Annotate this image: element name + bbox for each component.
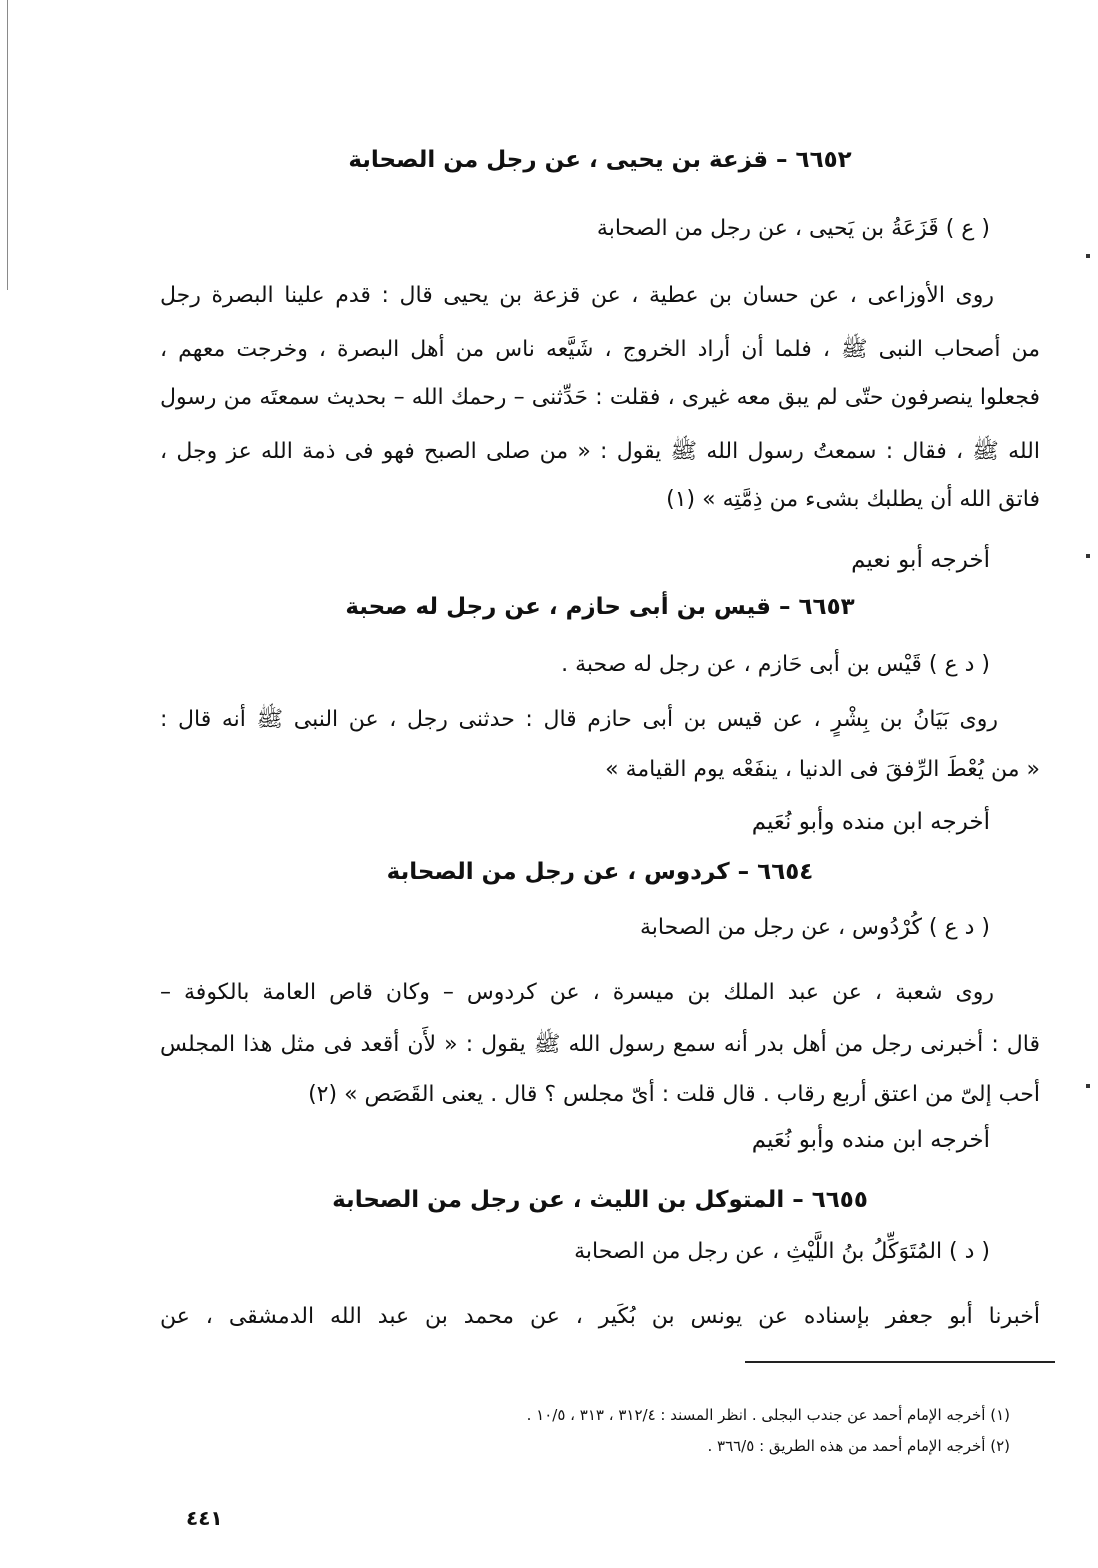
page-number: ٤٤١ <box>186 1506 223 1530</box>
footnote-rule <box>745 1361 1055 1363</box>
entry-body-line: روى الأوزاعى ، عن حسان بن عطية ، عن قزعة بن يحيى قال : قدم علينا البصرة رجل <box>160 283 994 308</box>
entry-body-line: « من يُعْطَ الرِّفقَ فى الدنيا ، ينفَعْه يوم القيامة » <box>605 757 1040 782</box>
entry-body-line: من أصحاب النبى ﷺ ، فلما أن أراد الخروج ، شَيَّعه ناس من أهل البصرة ، وخرجت معهم ، <box>160 337 1040 362</box>
margin-dot <box>1086 254 1090 258</box>
margin-dot <box>1086 1084 1090 1088</box>
entry-body-line: قال : أخبرنى رجل من أهل بدر أنه سمع رسول الله ﷺ يقول : « لأَن أقعد فى مثل هذا المجلس <box>160 1032 1040 1057</box>
entry-heading: ٦٦٥٢ – قزعة بن يحيى ، عن رجل من الصحابة <box>348 147 852 173</box>
entry-heading: ٦٦٥٤ – كردوس ، عن رجل من الصحابة <box>386 859 814 885</box>
entry-body-line: روى شعبة ، عن عبد الملك بن ميسرة ، عن كردوس – وكان قاص العامة بالكوفة – <box>160 980 994 1005</box>
entry-body-line: فاتق الله أن يطلبك بشىء من ذِمَّتِه » (١) <box>666 487 1040 512</box>
scan-edge-line <box>7 0 8 290</box>
footnote: (١) أخرجه الإمام أحمد عن جندب البجلى . انظر المسند : ٣١٢/٤ ، ٣١٣ ، ١٠/٥ . <box>526 1406 1010 1424</box>
entry-sigla: ( د ) المُتَوَكِّلُ بنُ اللَّيْثِ ، عن رجل من الصحابة <box>574 1239 990 1264</box>
entry-sigla: ( د ع ) كُرْدُوس ، عن رجل من الصحابة <box>639 915 990 940</box>
entry-body-line: أخبرنا أبو جعفر بإسناده عن يونس بن بُكَير ، عن محمد بن عبد الله الدمشقى ، عن <box>160 1304 1040 1329</box>
entry-source: أخرجه ابن منده وأبو نُعَيم <box>751 1127 990 1153</box>
entry-heading: ٦٦٥٣ – قيس بن أبى حازم ، عن رجل له صحبة <box>345 594 855 620</box>
entry-body-line: الله ﷺ ، فقال : سمعتُ رسول الله ﷺ يقول : « من صلى الصبح فهو فى ذمة الله عز وجل ، <box>160 439 1040 464</box>
entry-source: أخرجه أبو نعيم <box>851 547 990 573</box>
margin-dot <box>1086 554 1090 558</box>
entry-body-line: فجعلوا ينصرفون حتّى لم يبق معه غيرى ، فقلت : حَدِّثنى – رحمك الله – بحديث سمعتَه من رسول <box>160 385 1040 410</box>
entry-body-line: روى بَيَانُ بن بِشْرٍ ، عن قيس بن أبى حازم قال : حدثنى رجل ، عن النبى ﷺ أنه قال : <box>160 707 998 732</box>
footnote: (٢) أخرجه الإمام أحمد من هذه الطريق : ٣٦٦/٥ . <box>707 1437 1010 1455</box>
entry-body-line: أحب إلىّ من اعتق أربع رقاب . قال قلت : أىّ مجلس ؟ قال . يعنى القَصَص » (٢) <box>308 1082 1040 1107</box>
entry-sigla: ( د ع ) قَيْس بن أبى حَازم ، عن رجل له صحبة . <box>561 652 990 677</box>
entry-heading: ٦٦٥٥ – المتوكل بن الليث ، عن رجل من الصحابة <box>332 1187 868 1213</box>
entry-source: أخرجه ابن منده وأبو نُعَيم <box>751 809 990 835</box>
entry-sigla: ( ع ) قَزَعَةُ بن يَحيى ، عن رجل من الصحابة <box>596 216 990 241</box>
